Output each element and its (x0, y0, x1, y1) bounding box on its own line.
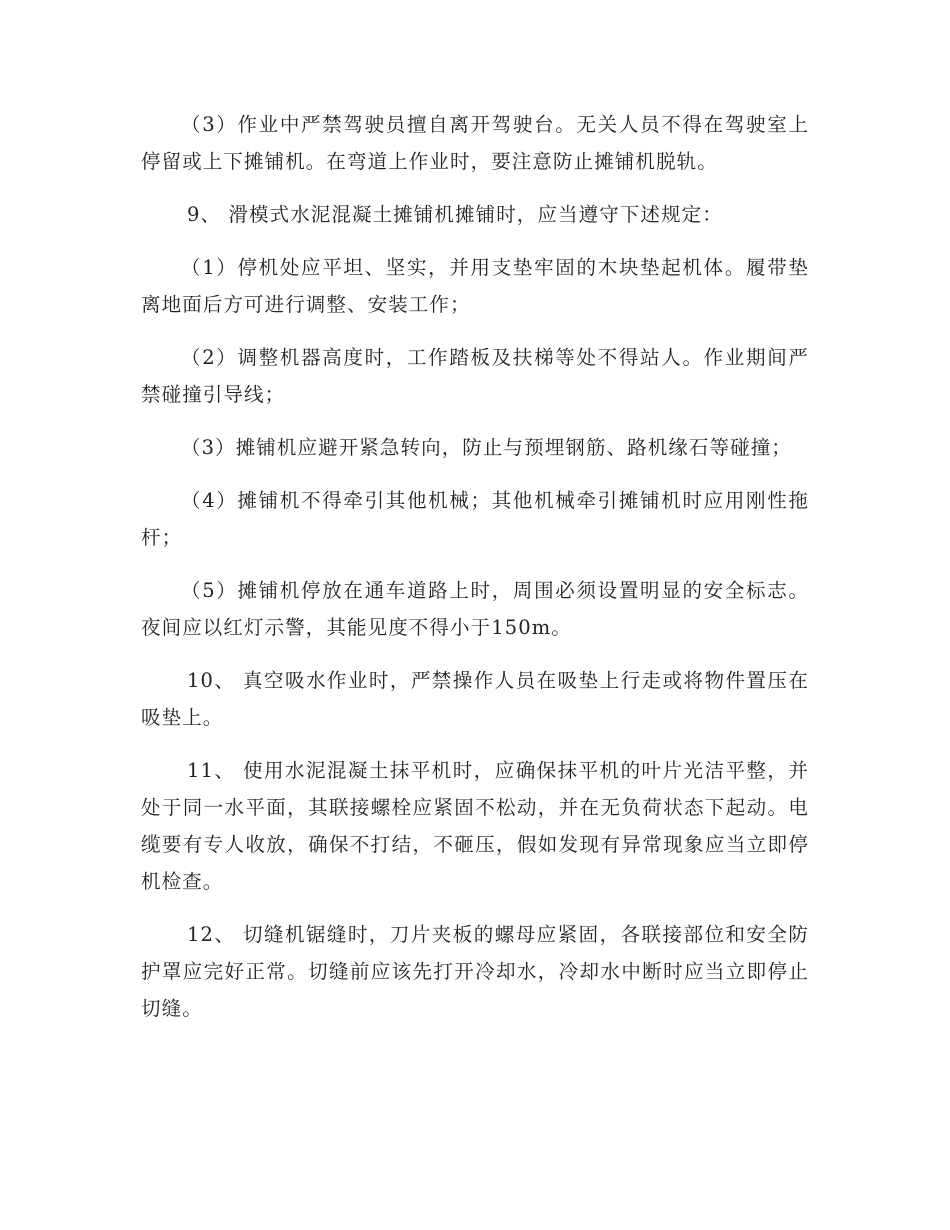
paragraph-item-4-towing: （4）摊铺机不得牵引其他机械；其他机械牵引摊铺机时应用刚性拖杆； (141, 489, 809, 549)
paragraph-12-joint-cutter: 12、 切缝机锯缝时，刀片夹板的螺母应紧固，各联接部位和安全防护罩应完好正常。切缝前应该先打开冷却水，冷却水中断时应当立即停止切缝。 (141, 923, 809, 1020)
paragraph-item-3-no-unauthorized-leaving: （3）作业中严禁驾驶员擅自离开驾驶台。无关人员不得在驾驶室上停留或上下摊铺机。在弯道上作业时，要注意防止摊铺机脱轨。 (141, 113, 809, 173)
paragraph-10-vacuum-suction: 10、 真空吸水作业时，严禁操作人员在吸垫上行走或将物件置压在吸垫上。 (141, 669, 809, 729)
document-body (141, 106, 809, 1043)
paragraph-item-1-parking-ground: （1）停机处应平坦、坚实，并用支垫牢固的木块垫起机体。履带垫离地面后方可进行调整、安装工作； (141, 256, 809, 316)
paragraph-item-3-avoid-sharp-turns: （3）摊铺机应避开紧急转向，防止与预埋钢筋、路机缘石等碰撞； (181, 436, 792, 459)
paragraph-9-slipform-paver-rules: 9、 滑模式水泥混凝土摊铺机摊铺时，应当遵守下述规定： (187, 203, 723, 226)
paragraph-11-trowel-machine: 11、 使用水泥混凝土抹平机时，应确保抹平机的叶片光洁平整，并处于同一水平面，其联接螺栓应紧固不松动，并在无负荷状态下起动。电缆要有专人收放，确保不打结，不砸压，假如发现有异常现象应当立即停机检查。 (141, 759, 809, 893)
paragraph-item-5-parking-on-road: （5）摊铺机停放在通车道路上时，周围必须设置明显的安全标志。夜间应以红灯示警，其能见度不得小于150m。 (141, 579, 809, 639)
paragraph-item-2-height-adjustment: （2）调整机器高度时，工作踏板及扶梯等处不得站人。作业期间严禁碰撞引导线； (141, 346, 809, 406)
